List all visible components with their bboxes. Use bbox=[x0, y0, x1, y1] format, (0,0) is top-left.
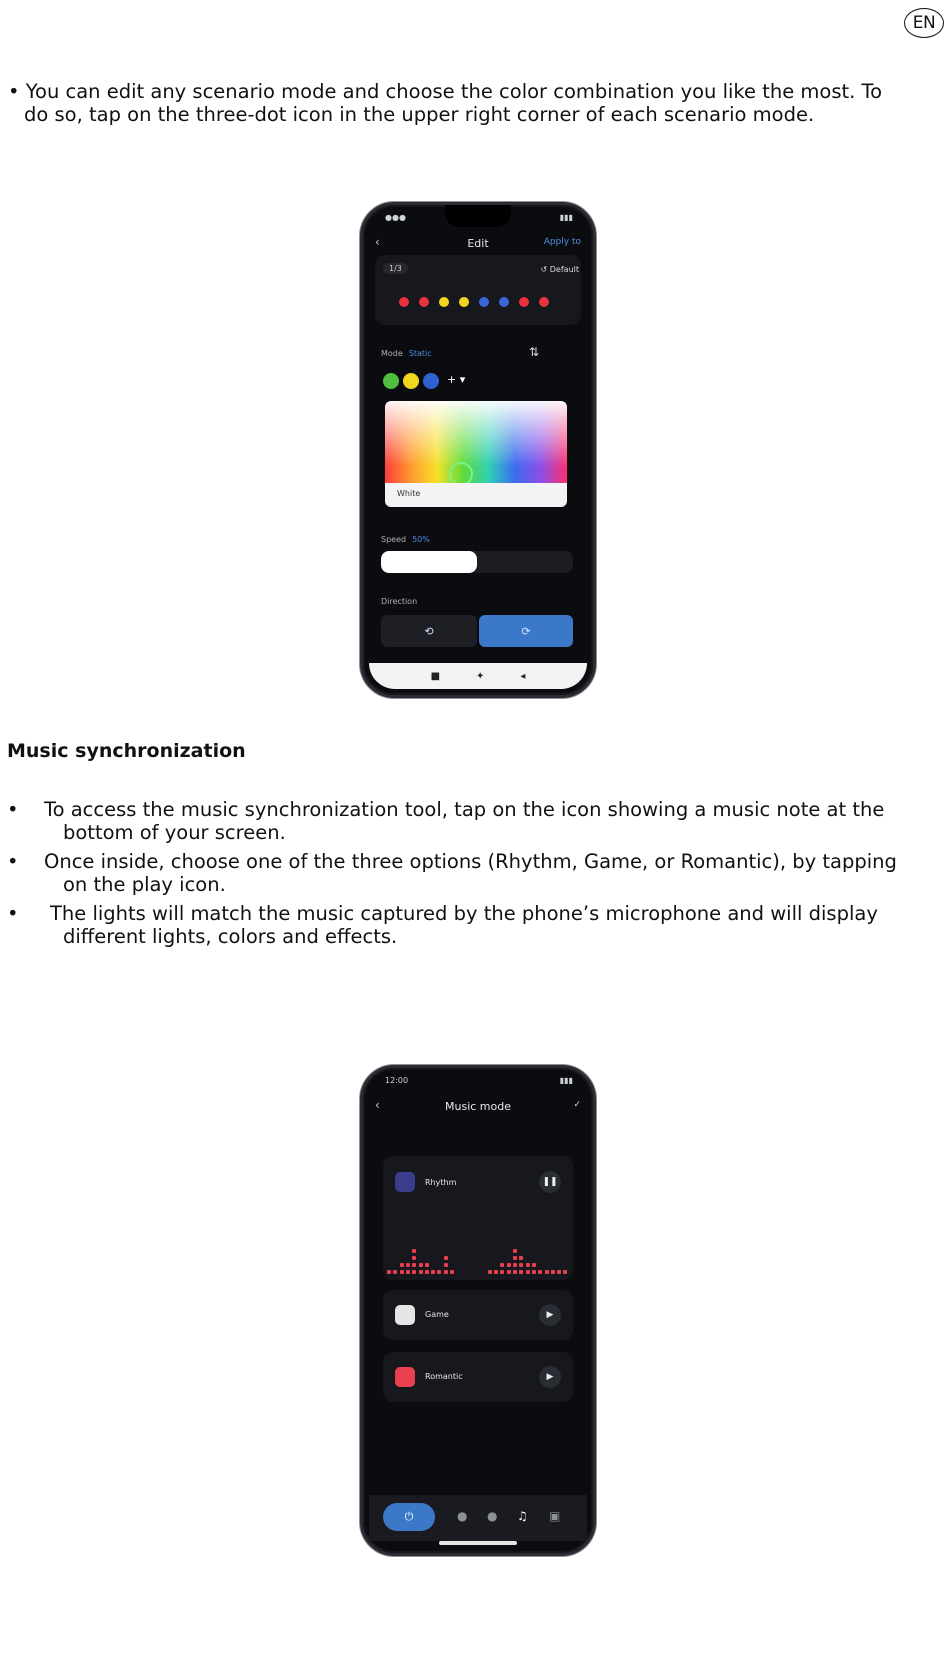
home-indicator bbox=[439, 1541, 517, 1545]
power-button bbox=[593, 1208, 596, 1252]
bullet-list bbox=[7, 798, 947, 954]
back-icon[interactable]: ‹ bbox=[375, 235, 380, 249]
home-icon[interactable]: ✦ bbox=[476, 670, 485, 682]
visualizer-dot bbox=[551, 1270, 555, 1274]
list-item: • The lights will match the music captured by the phone’s microphone and will display different lights, colors and effects. bbox=[7, 902, 878, 948]
visualizer-dot bbox=[393, 1270, 397, 1274]
bulb-icon bbox=[399, 297, 409, 307]
speed-label: Speed 50% bbox=[381, 535, 430, 544]
visualizer-dot bbox=[419, 1263, 423, 1267]
volume-button bbox=[360, 315, 363, 345]
game-label: Game bbox=[425, 1310, 449, 1319]
android-nav-bar bbox=[369, 663, 587, 689]
visualizer-dot bbox=[425, 1263, 429, 1267]
color-swatch[interactable] bbox=[383, 373, 399, 389]
bottom-tab-bar bbox=[369, 1495, 587, 1541]
tab-timer[interactable]: ▣ bbox=[549, 1509, 561, 1523]
intro-line-1: • You can edit any scenario mode and choose the color combination you like the most. To bbox=[8, 80, 883, 103]
visualizer-dot bbox=[557, 1270, 561, 1274]
visualizer-dot bbox=[488, 1270, 492, 1274]
bulb-icon bbox=[479, 297, 489, 307]
visualizer-dot bbox=[500, 1270, 504, 1274]
power-button bbox=[593, 345, 596, 389]
back-nav-icon[interactable]: ◂ bbox=[520, 670, 526, 682]
visualizer-dot bbox=[519, 1256, 523, 1260]
visualizer-dot bbox=[513, 1270, 517, 1274]
color-swatch[interactable] bbox=[423, 373, 439, 389]
rhythm-icon bbox=[395, 1172, 415, 1192]
visualizer-dot bbox=[419, 1270, 423, 1274]
visualizer-dot bbox=[507, 1263, 511, 1267]
visualizer-dot bbox=[513, 1263, 517, 1267]
default-button[interactable]: ↺ Default bbox=[540, 265, 579, 274]
check-icon[interactable]: ✓ bbox=[573, 1100, 581, 1110]
visualizer-dot bbox=[545, 1270, 549, 1274]
edit-title: Edit bbox=[467, 237, 489, 250]
visualizer-dot bbox=[500, 1263, 504, 1267]
rhythm-label: Rhythm bbox=[425, 1178, 457, 1187]
visualizer-dot bbox=[507, 1270, 511, 1274]
phone-edit-screenshot bbox=[360, 202, 596, 698]
apply-to-button[interactable]: Apply to bbox=[543, 237, 581, 247]
visualizer-dot bbox=[538, 1270, 542, 1274]
game-card[interactable] bbox=[383, 1290, 573, 1340]
visualizer-dot bbox=[412, 1263, 416, 1267]
list-item: • To access the music synchronization tool, tap on the icon showing a music note at the bottom of your screen. bbox=[7, 798, 885, 844]
color-spectrum[interactable] bbox=[385, 401, 567, 483]
language-badge: EN bbox=[904, 8, 944, 38]
pause-button[interactable]: ❚❚ bbox=[539, 1171, 561, 1193]
visualizer-dot bbox=[494, 1270, 498, 1274]
visualizer-dot bbox=[444, 1270, 448, 1274]
visualizer-dot bbox=[444, 1256, 448, 1260]
color-swatch[interactable] bbox=[403, 373, 419, 389]
direction-label: Direction bbox=[381, 597, 418, 606]
visualizer-dot bbox=[412, 1270, 416, 1274]
back-icon[interactable]: ‹ bbox=[375, 1098, 380, 1112]
visualizer-dot bbox=[526, 1263, 530, 1267]
visualizer-dot bbox=[406, 1270, 410, 1274]
power-toggle[interactable]: ⏻ bbox=[383, 1503, 435, 1531]
romantic-label: Romantic bbox=[425, 1372, 463, 1381]
visualizer-dot bbox=[563, 1270, 567, 1274]
status-bar-right: ▮▮▮ bbox=[559, 213, 573, 222]
music-mode-title: Music mode bbox=[445, 1100, 511, 1113]
visualizer-dot bbox=[437, 1270, 441, 1274]
mode-label: Mode Static bbox=[381, 349, 432, 358]
visualizer-dot bbox=[444, 1263, 448, 1267]
add-color-icon[interactable]: + ▾ bbox=[447, 373, 466, 386]
visualizer-dot bbox=[400, 1263, 404, 1267]
heart-icon bbox=[395, 1367, 415, 1387]
visualizer-dot bbox=[526, 1270, 530, 1274]
visualizer-dot bbox=[431, 1270, 435, 1274]
visualizer-dot bbox=[406, 1263, 410, 1267]
visualizer-dot bbox=[450, 1270, 454, 1274]
visualizer-dot bbox=[519, 1263, 523, 1267]
volume-button bbox=[360, 1178, 363, 1208]
visualizer-dot bbox=[513, 1256, 517, 1260]
visualizer-dot bbox=[387, 1270, 391, 1274]
bulb-icon bbox=[519, 297, 529, 307]
gamepad-icon bbox=[395, 1305, 415, 1325]
section-heading: Music synchronization bbox=[7, 740, 246, 762]
bulb-icon bbox=[419, 297, 429, 307]
visualizer-dot bbox=[412, 1249, 416, 1253]
bulb-icon bbox=[459, 297, 469, 307]
visualizer-dot bbox=[425, 1270, 429, 1274]
status-bar-left: ●●● bbox=[385, 213, 406, 222]
page-badge: 1/3 bbox=[383, 263, 408, 274]
intro-paragraph bbox=[8, 80, 938, 126]
play-button[interactable]: ▶ bbox=[539, 1366, 561, 1388]
visualizer-dot bbox=[519, 1270, 523, 1274]
visualizer-dot bbox=[412, 1256, 416, 1260]
bulb-icon bbox=[439, 297, 449, 307]
white-selector[interactable]: White bbox=[385, 483, 567, 507]
tab-scenes[interactable]: ● bbox=[457, 1509, 468, 1523]
visualizer-dot bbox=[400, 1270, 404, 1274]
recents-icon[interactable]: ■ bbox=[430, 670, 441, 682]
intro-line-2: do so, tap on the three-dot icon in the upper right corner of each scenario mode. bbox=[24, 103, 815, 126]
bulb-icon bbox=[499, 297, 509, 307]
direction-left-button[interactable]: ⟲ bbox=[381, 615, 477, 647]
tab-color[interactable]: ● bbox=[487, 1509, 498, 1523]
swap-icon[interactable]: ⇅ bbox=[529, 345, 540, 359]
visualizer-dot bbox=[532, 1263, 536, 1267]
tab-music-note-icon[interactable]: ♫ bbox=[517, 1509, 528, 1523]
speed-slider-fill bbox=[381, 551, 477, 573]
visualizer-dot bbox=[532, 1270, 536, 1274]
phone-notch bbox=[445, 205, 511, 227]
list-item: • Once inside, choose one of the three options (Rhythm, Game, or Romantic), by tapping on the play icon. bbox=[7, 850, 897, 896]
status-bar-right: ▮▮▮ bbox=[559, 1076, 573, 1085]
status-time: 12:00 bbox=[385, 1076, 409, 1085]
visualizer-dot bbox=[513, 1249, 517, 1253]
phone-music-screenshot bbox=[360, 1065, 596, 1556]
direction-right-button[interactable]: ⟳ bbox=[479, 615, 573, 647]
play-button[interactable]: ▶ bbox=[539, 1304, 561, 1326]
rhythm-card[interactable] bbox=[383, 1156, 573, 1280]
bulb-icon bbox=[539, 297, 549, 307]
romantic-card[interactable] bbox=[383, 1352, 573, 1402]
